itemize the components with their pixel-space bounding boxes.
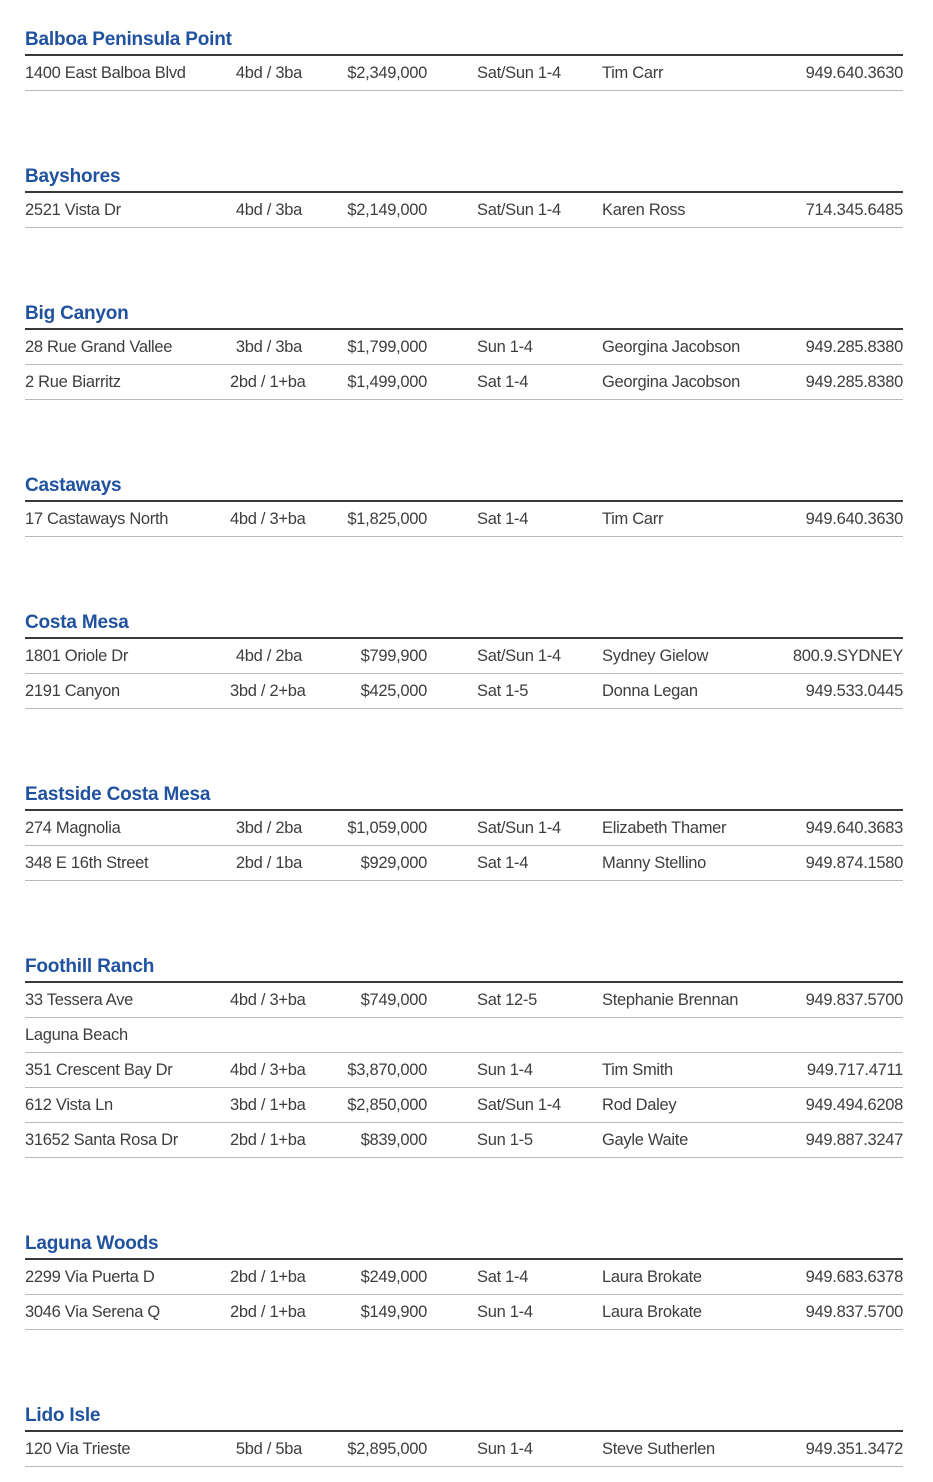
neighborhood-heading: Laguna Woods [25, 1234, 903, 1260]
open-house-time: Sat 1-4 [477, 1267, 529, 1286]
listing-bed-bath: 4bd / 2ba [235, 646, 302, 665]
agent-phone: 949.640.3630 [805, 63, 903, 82]
open-house-time: Sat/Sun 1-4 [477, 63, 561, 82]
neighborhood-section [25, 167, 903, 228]
listing-price: $1,499,000 [347, 372, 427, 391]
listing-address: 348 E 16th Street [25, 853, 149, 872]
listing-price: $149,900 [360, 1302, 427, 1321]
listing-row [25, 1018, 903, 1053]
listing-price: $2,895,000 [347, 1439, 427, 1458]
listing-bed-bath: 4bd / 3ba [235, 63, 302, 82]
neighborhood-heading: Big Canyon [25, 304, 903, 330]
listing-bed-bath: 3bd / 2+ba [230, 681, 306, 700]
listing-address: 3046 Via Serena Q [25, 1302, 160, 1321]
listing-bed-bath: 4bd / 3ba [235, 200, 302, 219]
agent-name: Laura Brokate [602, 1302, 702, 1321]
listing-address: 120 Via Trieste [25, 1439, 131, 1458]
listing-bed-bath: 4bd / 3+ba [230, 1060, 306, 1079]
listing-bed-bath: 2bd / 1+ba [230, 1267, 306, 1286]
open-house-time: Sun 1-4 [477, 1302, 533, 1321]
open-house-time: Sat 1-4 [477, 509, 529, 528]
open-house-time: Sat/Sun 1-4 [477, 646, 561, 665]
agent-phone: 949.874.1580 [805, 853, 903, 872]
section-rows [25, 1432, 903, 1467]
listing-row [25, 1123, 903, 1158]
agent-phone: 949.533.0445 [805, 681, 903, 700]
listing-address: 2191 Canyon [25, 681, 120, 700]
listing-address: 274 Magnolia [25, 818, 121, 837]
listing-price: $749,000 [360, 990, 427, 1009]
neighborhood-heading: Castaways [25, 476, 903, 502]
listing-address: 1801 Oriole Dr [25, 646, 129, 665]
listing-address: 2299 Via Puerta D [25, 1267, 155, 1286]
listing-price: $3,870,000 [347, 1060, 427, 1079]
listing-bed-bath: 2bd / 1+ba [230, 372, 306, 391]
neighborhood-section [25, 476, 903, 537]
listing-row [25, 639, 903, 674]
listing-price: $2,850,000 [347, 1095, 427, 1114]
neighborhood-heading: Costa Mesa [25, 613, 903, 639]
open-house-time: Sun 1-4 [477, 1060, 533, 1079]
section-rows [25, 193, 903, 228]
agent-phone: 949.717.4711 [806, 1060, 903, 1079]
agent-name: Sydney Gielow [602, 646, 709, 665]
listing-price: $1,825,000 [347, 509, 427, 528]
open-house-time: Sun 1-5 [477, 1130, 533, 1149]
neighborhood-section [25, 957, 903, 1158]
listing-price: $2,149,000 [347, 200, 427, 219]
listing-bed-bath: 2bd / 1+ba [230, 1302, 306, 1321]
listing-row [25, 1432, 903, 1467]
neighborhood-heading: Bayshores [25, 167, 903, 193]
listing-bed-bath: 5bd / 5ba [235, 1439, 302, 1458]
agent-phone: 949.837.5700 [805, 1302, 903, 1321]
agent-phone: 949.285.8380 [805, 337, 903, 356]
section-rows [25, 330, 903, 400]
listing-price: $799,900 [360, 646, 427, 665]
section-rows [25, 56, 903, 91]
agent-name: Manny Stellino [602, 853, 707, 872]
open-house-time: Sat 1-4 [477, 372, 529, 391]
open-house-time: Sat 1-5 [477, 681, 529, 700]
listing-row [25, 846, 903, 881]
open-house-time: Sun 1-4 [477, 1439, 533, 1458]
listing-address: 17 Castaways North [25, 509, 169, 528]
neighborhood-heading: Balboa Peninsula Point [25, 30, 903, 56]
agent-name: Georgina Jacobson [602, 337, 740, 356]
listing-price: $2,349,000 [347, 63, 427, 82]
open-house-time: Sat 1-4 [477, 853, 529, 872]
listing-address: 2 Rue Biarritz [25, 372, 121, 391]
open-house-time: Sat/Sun 1-4 [477, 818, 561, 837]
listing-row [25, 811, 903, 846]
agent-name: Donna Legan [602, 681, 698, 700]
agent-name: Tim Smith [602, 1060, 673, 1079]
listing-address: 2521 Vista Dr [25, 200, 121, 219]
neighborhood-section [25, 785, 903, 881]
section-rows [25, 811, 903, 881]
listing-row [25, 983, 903, 1018]
listing-price: $929,000 [360, 853, 427, 872]
listing-row [25, 56, 903, 91]
listing-row [25, 365, 903, 400]
section-rows [25, 1260, 903, 1330]
listing-price: $249,000 [360, 1267, 427, 1286]
agent-name: Stephanie Brennan [602, 990, 739, 1009]
agent-phone: 714.345.6485 [805, 200, 903, 219]
listing-bed-bath: 4bd / 3+ba [230, 509, 306, 528]
listing-bed-bath: 3bd / 1+ba [230, 1095, 306, 1114]
neighborhood-section [25, 1234, 903, 1330]
agent-phone: 949.494.6208 [805, 1095, 903, 1114]
agent-phone: 949.887.3247 [805, 1130, 903, 1149]
neighborhood-section [25, 30, 903, 91]
listing-row [25, 502, 903, 537]
listing-row [25, 1088, 903, 1123]
agent-name: Karen Ross [602, 200, 686, 219]
listing-address: 351 Crescent Bay Dr [25, 1060, 173, 1079]
agent-phone: 949.640.3630 [805, 509, 903, 528]
open-house-time: Sat 12-5 [477, 990, 537, 1009]
agent-name: Tim Carr [602, 63, 664, 82]
agent-phone: 949.351.3472 [805, 1439, 903, 1458]
listing-address: Laguna Beach [25, 1025, 128, 1044]
agent-name: Tim Carr [602, 509, 664, 528]
agent-name: Elizabeth Thamer [602, 818, 727, 837]
agent-name: Laura Brokate [602, 1267, 702, 1286]
agent-name: Georgina Jacobson [602, 372, 740, 391]
listing-address: 33 Tessera Ave [25, 990, 134, 1009]
listing-row [25, 674, 903, 709]
listing-row [25, 330, 903, 365]
neighborhood-heading: Foothill Ranch [25, 957, 903, 983]
listing-address: 612 Vista Ln [25, 1095, 113, 1114]
listing-bed-bath: 3bd / 2ba [235, 818, 302, 837]
neighborhood-section [25, 613, 903, 709]
open-house-time: Sat/Sun 1-4 [477, 200, 561, 219]
listing-bed-bath: 4bd / 3+ba [230, 990, 306, 1009]
listing-bed-bath: 3bd / 3ba [235, 337, 302, 356]
neighborhood-heading: Lido Isle [25, 1406, 903, 1432]
section-rows [25, 502, 903, 537]
listing-address: 1400 East Balboa Blvd [25, 63, 186, 82]
open-house-time: Sat/Sun 1-4 [477, 1095, 561, 1114]
agent-phone: 800.9.SYDNEY [792, 646, 903, 665]
listing-bed-bath: 2bd / 1+ba [230, 1130, 306, 1149]
agent-name: Gayle Waite [602, 1130, 688, 1149]
neighborhood-section [25, 1406, 903, 1467]
listing-price: $1,799,000 [347, 337, 427, 356]
agent-phone: 949.285.8380 [805, 372, 903, 391]
listing-row [25, 193, 903, 228]
listing-address: 31652 Santa Rosa Dr [25, 1130, 178, 1149]
listing-row [25, 1053, 903, 1088]
listing-row [25, 1260, 903, 1295]
section-rows [25, 639, 903, 709]
section-rows [25, 983, 903, 1158]
listing-price: $839,000 [360, 1130, 427, 1149]
neighborhood-section [25, 304, 903, 400]
listing-price: $425,000 [360, 681, 427, 700]
listing-row [25, 1295, 903, 1330]
agent-phone: 949.640.3683 [805, 818, 903, 837]
listing-price: $1,059,000 [347, 818, 427, 837]
open-house-time: Sun 1-4 [477, 337, 533, 356]
agent-name: Steve Sutherlen [602, 1439, 715, 1458]
agent-phone: 949.837.5700 [805, 990, 903, 1009]
listing-address: 28 Rue Grand Vallee [25, 337, 173, 356]
neighborhood-heading: Eastside Costa Mesa [25, 785, 903, 811]
agent-name: Rod Daley [602, 1095, 677, 1114]
listing-bed-bath: 2bd / 1ba [235, 853, 302, 872]
agent-phone: 949.683.6378 [805, 1267, 903, 1286]
